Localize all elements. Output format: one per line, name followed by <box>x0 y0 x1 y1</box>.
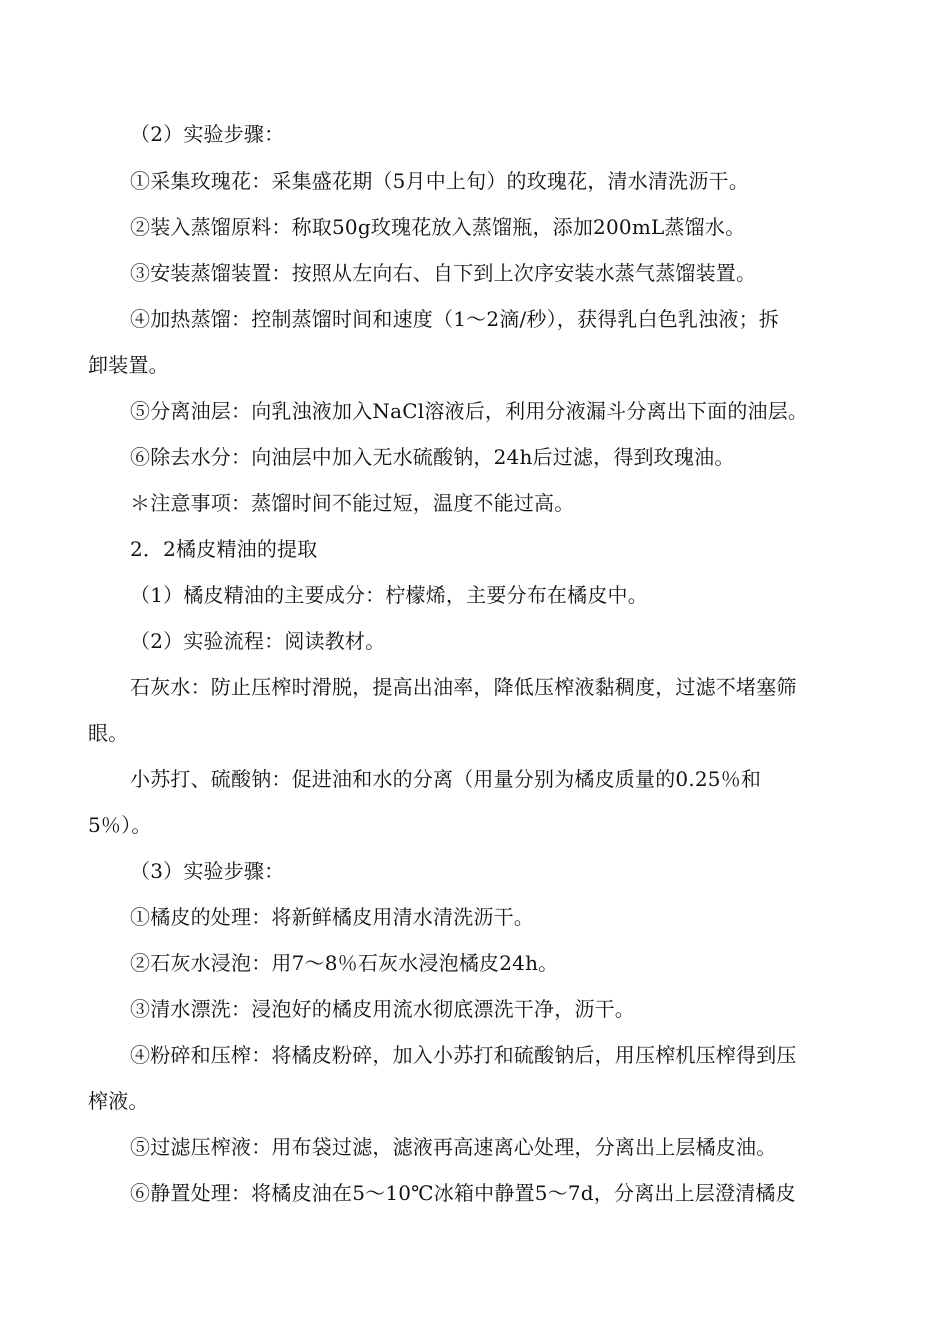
peel-step-1: ①橘皮的处理：将新鲜橘皮用清水清洗沥干。 <box>130 905 534 929</box>
lime-water-paragraph-continued: 眼。 <box>88 721 129 745</box>
step-5-separate-oil: ⑤分离油层：向乳浊液加入NaCl溶液后，利用分液漏斗分离出下面的油层。 <box>130 399 809 423</box>
peel-step-4: ④粉碎和压榨：将橘皮粉碎，加入小苏打和硫酸钠后，用压榨机压榨得到压 <box>130 1043 797 1067</box>
step-3-install-apparatus: ③安装蒸馏装置：按照从左向右、自下到上次序安装水蒸气蒸馏装置。 <box>130 261 757 285</box>
lime-water-paragraph: 石灰水：防止压榨时滑脱，提高出油率，降低压榨液黏稠度，过滤不堵塞筛 <box>130 675 797 699</box>
experiment-flow: （2）实验流程：阅读教材。 <box>130 629 386 653</box>
peel-step-3: ③清水漂洗：浸泡好的橘皮用流水彻底漂洗干净，沥干。 <box>130 997 635 1021</box>
heading-experiment-steps-1: （2）实验步骤： <box>130 122 285 146</box>
baking-soda-paragraph: 小苏打、硫酸钠：促进油和水的分离（用量分别为橘皮质量的0.25％和 <box>130 767 762 791</box>
heading-experiment-steps-3: （3）实验步骤： <box>130 859 285 883</box>
peel-step-4-continued: 榨液。 <box>88 1089 149 1113</box>
peel-step-5: ⑤过滤压榨液：用布袋过滤，滤液再高速离心处理，分离出上层橘皮油。 <box>130 1135 777 1159</box>
peel-step-6: ⑥静置处理：将橘皮油在5～10℃冰箱中静置5～7d，分离出上层澄清橘皮 <box>130 1181 796 1205</box>
main-component: （1）橘皮精油的主要成分：柠檬烯，主要分布在橘皮中。 <box>130 583 648 607</box>
step-1-collect-roses: ①采集玫瑰花：采集盛花期（5月中上旬）的玫瑰花，清水清洗沥干。 <box>130 169 749 193</box>
note-precautions: ＊注意事项：蒸馏时间不能过短，温度不能过高。 <box>130 491 575 515</box>
step-4-heat-distill-continued: 卸装置。 <box>88 353 169 377</box>
section-heading-orange-peel-oil: 2．2橘皮精油的提取 <box>130 537 318 561</box>
step-4-heat-distill: ④加热蒸馏：控制蒸馏时间和速度（1～2滴/秒），获得乳白色乳浊液；拆 <box>130 307 779 331</box>
step-2-load-material: ②装入蒸馏原料：称取50g玫瑰花放入蒸馏瓶，添加200mL蒸馏水。 <box>130 215 746 239</box>
peel-step-2: ②石灰水浸泡：用7～8％石灰水浸泡橘皮24h。 <box>130 951 559 975</box>
baking-soda-paragraph-continued: 5％）。 <box>88 813 152 837</box>
step-6-remove-water: ⑥除去水分：向油层中加入无水硫酸钠，24h后过滤，得到玫瑰油。 <box>130 445 735 469</box>
